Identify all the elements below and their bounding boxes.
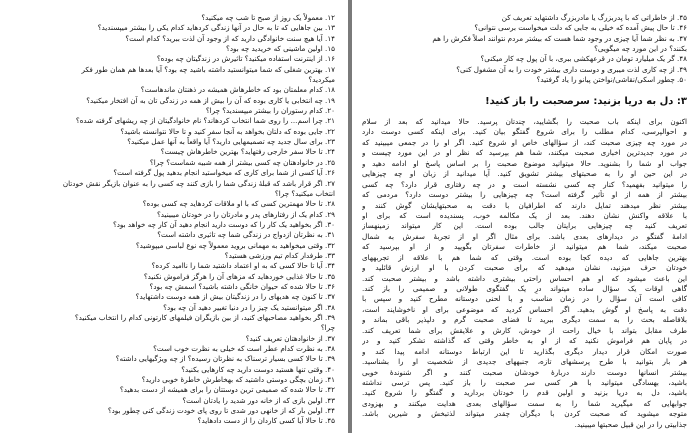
text-line: هر بار بتوانید با طرح پرسشهای تازه، جنبههای جدیدی از شخصیت او را بشناسید. (362, 357, 687, 367)
text-line: ۲۹. کدام یک از رفتارهای پدر و مادرتان را در خودتان میبینید؟ (157, 209, 335, 219)
text-line: ۱۹. چه انتخابی یا کاری بوده که آن را بیش از همه در زندگی تان به آن افتخار میکنید؟ (86, 95, 335, 105)
text-line: بهترین جاهایی که دیده کجا بوده است. وقتی که شما هم با علاقه از تجربههای (362, 252, 687, 262)
text-line: با علاقه واکنش نشان دهند. بعد از یک مکالمه خوب، پسندیده است که برای او (362, 210, 687, 220)
text-line: چرا؟ (320, 323, 335, 333)
left-page (0, 0, 348, 433)
question-list-left (10, 13, 335, 427)
text-line: ۱۷. بهترین شغلی که شما میتوانستید داشته باشید چه بود؟ آیا بعدها هم همان طور فکر (81, 64, 335, 74)
text-line: این باعث میشود که او هم احساس راحتی بیشتری داشته باشد و بیشتر صحبت کند. (362, 273, 687, 283)
text-line: ۳۹. اگر بخواهید مصاحبهای کنید، از بین بازیگران فیلمهای کارتونی کدام را انتخاب میکنید؟ (74, 312, 335, 322)
text-line: ۲۳. برای سال جدید چه تصمیمهایی دارید؟ آیا واقعاً به آنها عمل میکنید؟ (127, 137, 335, 147)
text-line: ۳۰. اگر بخواهید یک کار را که دوست دارید انجام دهید آن کار چه خواهد بود؟ (112, 219, 335, 229)
text-line: انتخاب میکنید؟ چرا؟ (274, 188, 335, 198)
text-line: ۱۶. از اینترنت استفاده میکنید؟ تاثیرش در زندگیتان چه بوده؟ (156, 54, 335, 64)
text-line: طرف مقابل بتواند با خیال راحت از خودش، کارش و علایقش برای شما تعریف کند. (362, 325, 687, 335)
text-line: اکنون برای اینکه باب صحبت را بگشایید، چندتان پرسید. حالا میدانید که بعد از سلام (362, 117, 687, 126)
text-line: ۴۴. اولین بار که از خانهی دور شدی تا روی پای خودت زندگی کنی چطور بود؟ (107, 406, 335, 416)
text-line: ۲۶. آیا کسی از شما برای کاری که میخواستید انجام بدهید پول گرفته است؟ (113, 168, 335, 178)
right-page (352, 0, 699, 433)
text-line: بکنند؟ در این مورد چه میگویی؟ (594, 44, 687, 54)
text-line: ۳۲. وقتی میخواهید به مهمانی بروید معمولاً چه نوع لباسی میپوشید؟ (135, 240, 335, 250)
text-line: خودتان حرف میزنید، نشان میدهید که برای صحبت کردن با او ارزش قائلید و (362, 263, 687, 273)
text-line: در پایان هم فراموش نکنید که از او به خاطر وقتی که گذاشته تشکر کنید و در (362, 336, 687, 346)
text-line: ۲۲. جایی بوده که دلتان بخواهد به آنجا سفر کنید و تا حالا نتوانسته باشید؟ (120, 126, 335, 136)
text-line: ۴۵. از خاطراتی که با پدربزرگ یا مادربزرگ داشتهاید تعریف کن (501, 13, 687, 22)
text-line: ۴۲. تا حالا شده که صمیمی ترین دوستتان را برای همیشه از دست بدهید؟ (119, 385, 335, 395)
section-heading: ۳: دل به دریا بزنید: سرصحبت را باز کنید! (485, 96, 687, 108)
section-body (362, 117, 687, 430)
text-line: جذابیتی را در این قبیل صحبتها میبینید. (574, 419, 687, 429)
text-line: در مورد چه چیزی صحبت کند، از سؤالهای خاص او شروع کنید. اگر او را در جمعی میبینید که (362, 137, 687, 147)
text-line: ۴۷. به نظر شما آیا چیزی در وجود شما هست که بیشتر مردم نتوانند اصلاً فکرش را هم (432, 33, 687, 43)
text-line: ۳۳. طرفدار کدام تیم ورزشی هستید؟ (224, 250, 335, 260)
text-line: ۵۰. چطور اسکی/نقاشی/نواختن پیانو را یاد گرفتید؟ (536, 75, 687, 85)
text-line: ۳۸. اگر میتوانستید یک چیز را در دنیا تغییر دهید آن چه بود؟ (163, 302, 335, 312)
text-line: تعریف کنید چه چیزهایی برایتان جالب بوده است. این کار میتواند زمینهساز (362, 221, 687, 231)
text-line: ۱۳. بین جاهایی که تا به حال در آنها زندگی کردهاید کدام یکی را بیشتر میپسندید؟ (97, 23, 335, 33)
text-line: ۳۷. از خانوادهتان تعریف کنید؟ (245, 333, 335, 343)
text-line: ۴۹. از چه کاری لذت میبری و دوست داری بیشتر خودت را به آن مشغول کنی؟ (456, 64, 687, 74)
text-line: بیشتر نظر میدهند تمایل دارند که اطرافیان با دقت به صحبتهایشان گوش کنند و (362, 200, 687, 210)
text-line: ۲۰. کدام رستوران را بیشتر میپسندید؟ چرا؟ (205, 106, 335, 116)
text-line: ۳۷. تا کنون چه هدیهای را در زندگیتان بیش از همه دوست داشتهاید؟ (135, 292, 335, 302)
text-line: جوابهایی که میگیرید شما را به سمت سؤالهای بعدی هدایت میکنند و بهزودی (362, 398, 687, 408)
text-line: بلافاصله بحث را به سمت دیگری ببرید تا فضای صحبت گرم و دلپذیر باقی بماند و (362, 315, 687, 325)
text-line: ۳۶. تا حالا شده که حیوان خانگی داشته باشید؟ اسمش چه بود؟ (149, 281, 335, 291)
text-line: ۴۳. اولین بازی که از خانه دور شدید را یادتان است؟ (182, 395, 335, 405)
text-line: ۲۷. اگر قرار باشد که قبلهٔ زندگی شما را بازی کنند چه کسی را به عنوان بازیگر نقش خودتان (62, 178, 335, 188)
text-line: ۴۸. گر یک میلیارد تومان در قرعهکشی ببری، با آن پول چه کار میکنی؟ (480, 54, 687, 64)
text-line: ۴۰. وقتی تنها هستید دوست دارید چه کارهایی بکنید؟ (181, 364, 335, 374)
text-line: ۴۱. زمان بچگی دوستی داشتید که بهخاطرش خاطرهٔ خوبی دارید؟ (141, 375, 335, 385)
question-list-right (362, 13, 687, 115)
text-line: میکردید؟ (308, 75, 335, 85)
text-line: ۲۴. تا حالا سفر خارجی رفتهاید؟ بهترین خاطرهاش چیست؟ (160, 147, 335, 157)
text-line: ۱۵. اولین ماشینی که خریدید چه بود؟ (226, 44, 335, 54)
text-line: ۳۵. تا حالا غذایی خوردهاید که مزهای آن را هرگز فراموش نکنید؟ (143, 271, 335, 281)
text-line: ۱۴. آیا هیچ سنت خانوادگی دارید که از وجود آن لذت ببرید؟ کدام است؟ (125, 33, 335, 43)
text-line: در این حین او را به صحبتهای بیشتر تشویق کنید. آیا میدانید از زبان او چه چیزهایی (362, 169, 687, 179)
text-line: ۲۵. در خانوادهتان چه کسی بیشتر از همه شبیه شماست؟ چرا؟ (149, 157, 335, 167)
text-line: دقت به پاسخ او گوش بدهید. اگر احساس کردید که موضوعی برای او ناخوشایند است، (362, 304, 687, 314)
text-line: کافی است آن سؤال را در زمان مناسب و با لحنی دوستانه مطرح کنید و سپس با (362, 294, 687, 304)
text-line: صحبت میکند، شما هم میتوانید از خاطرات سفرتان بگویید و از او بپرسید که (362, 242, 687, 252)
text-line: در مورد جدیدترین اخباری صحبت میکنند، شما هم بپرسید که نظر او در این مورد چیست و (362, 148, 687, 158)
text-line: گاهی اوقات یک سؤال ساده میتواند درِ یک گفتگوی طولانی و صمیمی را باز کند. (362, 284, 687, 293)
text-line: ۲۱. چرا اسم... را روی شما انتخاب کردهاند؟ نام خانوادگیتان از چه ریشهای گرفته شده؟ (75, 116, 335, 126)
text-line: ۱۲. معمولاً یک روز از صبح تا شب چه میکنید؟ (201, 13, 335, 22)
text-line: ادامهٔ گفتگو در دیدارهای بعدی باشد. برای مثال اگر او از تجربهٔ سفرش به شمال (362, 231, 687, 241)
text-line: ۲۸. تا حالا مهمترین کسی که با او ملاقات کردهاید چه کسی بوده؟ (142, 199, 335, 209)
text-line: ۴۶. تا حال پیش آمده که خیلی به جایی که دلت میخواست برسی نتوانی؟ (474, 23, 687, 33)
text-line: بیشتر انسانها دوست دارند دربارهٔ خودشان صحبت کنند و اگر شنوندهٔ خوبی (362, 367, 687, 377)
text-line: بیشتر از همه از او تأثیر گرفته است؟ چه چیزهایی را بیشتر دوست دارد؟ مردمی که (362, 190, 687, 200)
text-line: ۳۱. به نظرتان ازدواج در زندگی شما چه تاثیری داشته است؟ (157, 230, 335, 240)
text-line: ۴۵. تا حالا آیا کسی کاردان را از دست دادهاید؟ (197, 416, 335, 426)
text-line: و احوالپرسی، کدام مطلب را برای شروع گفتگو بیان کنید. برای اینکه کسی دوست دارد (362, 127, 687, 137)
text-line: جواب او شما را بشنوید. حالا میتوانید موضوع صحبت را بر اساس پاسخ او ادامه دهید و (362, 158, 687, 168)
text-line: ۱۸. کدام معلمتان بود که خاطرهاش همیشه در ذهنتان ماندهاست؟ (140, 85, 335, 95)
text-line: ۳۸. به نظرت کدام عطر است که خیلی به نظرت خوب است؟ (153, 344, 335, 353)
text-line: متوجه میشوید که صحبت کردن با دیگران چقدر میتواند لذتبخش و شیرین باشد. (362, 409, 687, 419)
text-line: باشید، دل به دریا بزنید و اولین قدم را خودتان بردارید و گفتگو را شروع کنید. (362, 388, 687, 398)
text-line: صورت امکان قرار دیدار دیگری بگذارید تا این ارتباط دوستانه ادامه پیدا کند و (362, 346, 687, 356)
text-line: ۳۴. آیا تا حالا کسی که به او اعتماد داشتید شما را ناامید کرده؟ (151, 261, 335, 271)
text-line: را میتوانید بفهمید؟ کنار چه کسی نشسته است و در چه رفتاری قرار دارد؟ چه کسی (362, 179, 687, 189)
text-line: ۳۹. تا حالا کسی بسیار ترسناک به نظرتان رسیده؟ از چه ویژگیهایی داشته؟ (115, 354, 335, 364)
text-line: باشید، بهسادگی میتوانید با هر کسی سر صحبت را باز کنید. پس ترسی نداشته (362, 377, 687, 387)
